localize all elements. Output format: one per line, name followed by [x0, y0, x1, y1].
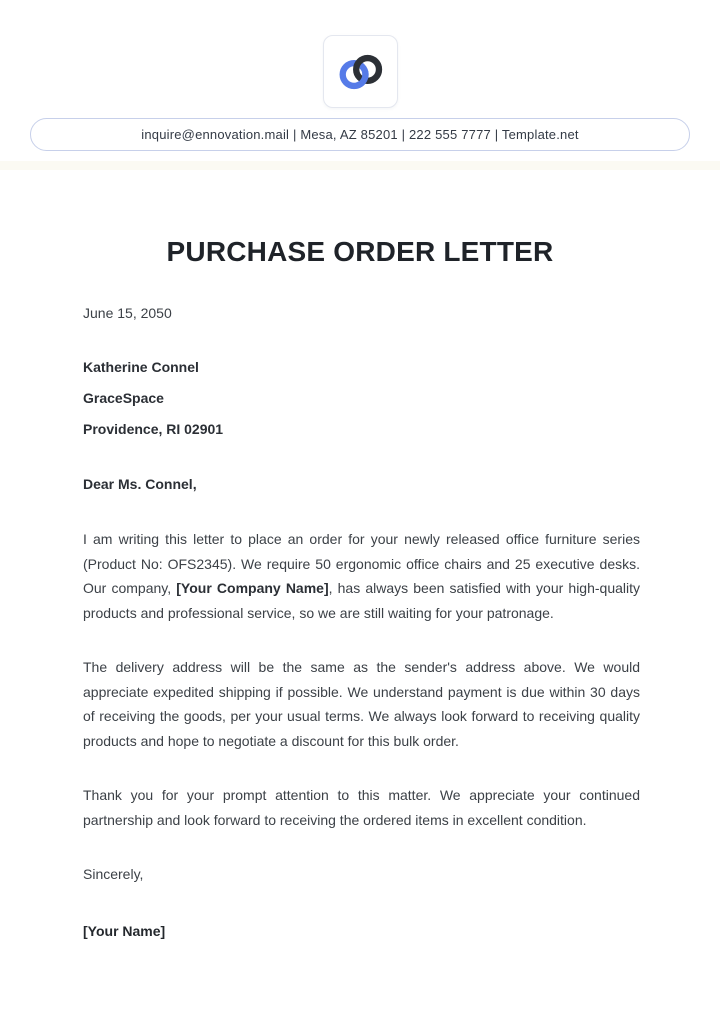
- paragraph-delivery-terms: The delivery address will be the same as the sender's address above. We would appreciate expedited shipping if possible. We understand payment is due within 30 days of receiving the goods, per your usual terms. We always look forward to receiving quality products and hope to negotiate a discount for this bulk order.: [83, 659, 640, 749]
- salutation: Dear Ms. Connel,: [83, 476, 197, 492]
- company-name-placeholder: [Your Company Name]: [176, 580, 329, 596]
- recipient-company: GraceSpace: [83, 390, 164, 406]
- recipient-address: Providence, RI 02901: [83, 421, 224, 437]
- signature-placeholder: [Your Name]: [83, 923, 166, 939]
- paragraph-1-text-after: , has always been satisfied with your high-quality products and professional service, so we are still waiting for your patronage.: [83, 580, 641, 621]
- contact-bar: [30, 118, 690, 151]
- paragraph-order-details: [83, 527, 640, 625]
- contact-line: inquire@ennovation.mail | Mesa, AZ 85201 | 222 555 7777 | Template.net: [141, 127, 579, 142]
- recipient-block: [83, 359, 640, 438]
- paragraph-thanks: Thank you for your prompt attention to this matter. We appreciate your continued partnership and look forward to receiving the ordered items in excellent condition.: [83, 787, 640, 828]
- recipient-name: Katherine Connel: [83, 359, 199, 375]
- closing: Sincerely,: [83, 866, 144, 882]
- letter-date: June 15, 2050: [83, 305, 172, 321]
- letter-content: [83, 305, 640, 940]
- interlocked-rings-logo-icon: [333, 47, 387, 97]
- header-divider: [0, 161, 720, 170]
- logo-card: [323, 35, 398, 108]
- paragraph-1-text-before: I am writing this letter to place an order for your newly released office furniture series (Product No: OFS2345). We require 50 ergonomic office chairs and 25 executive desks. Our company,: [83, 531, 640, 596]
- letter-title: PURCHASE ORDER LETTER: [166, 236, 554, 267]
